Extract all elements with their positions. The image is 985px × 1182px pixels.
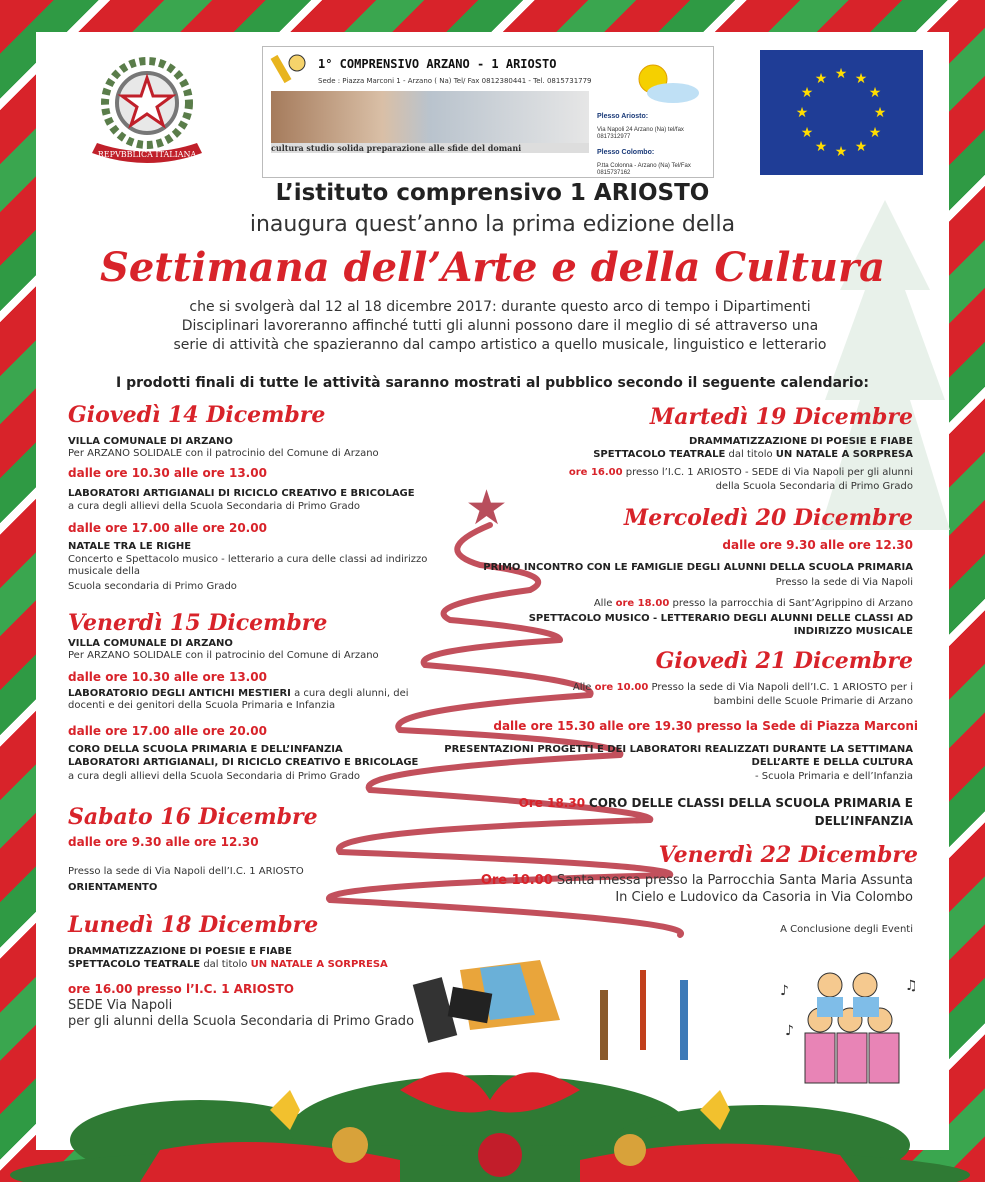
day-heading-15: Venerdì 15 Dicembre — [68, 610, 328, 636]
location: VILLA COMUNALE DI ARZANO — [68, 436, 233, 447]
intro-text: che si svolgerà dal 12 al 18 dicembre 2017: durante questo arco di tempo i Dipartimenti Disciplinari lavoreranno affinché tutti gli alunni possono dare il meglio di sé attraverso una serie di attività che spazieranno dal campo artistico a quello musicale, linguistico e letterario — [173, 299, 827, 353]
activity: DRAMMATIZZAZIONE DI POESIE E FIABE — [689, 436, 913, 447]
paint-brushes-icon — [413, 960, 688, 1060]
text: presso la parrocchia di Sant’Agrippino di Arzano — [672, 598, 913, 609]
plesso-colombo-text: P.tta Colonna - Arzano (Na) Tel/Fax 0815737162 — [597, 163, 691, 176]
svg-text:★: ★ — [795, 105, 809, 121]
subheadline: inaugura quest’anno la prima edizione della — [249, 212, 736, 237]
text: - Scuola Primaria e dell’Infanzia — [755, 771, 913, 782]
time: dalle ore 17.00 alle ore 20.00 — [68, 724, 267, 738]
svg-text:★: ★ — [800, 85, 814, 101]
time: ore 18.00 — [615, 598, 670, 609]
text: per gli alunni della Scuola Secondaria di Primo Grado — [68, 1014, 415, 1029]
activity: LABORATORIO DEGLI ANTICHI MESTIERI — [68, 688, 291, 699]
show-title: UN NATALE A SORPRESA — [250, 959, 388, 970]
text: A Conclusione degli Eventi — [780, 924, 913, 935]
time: ore 16.00 presso l’I.C. 1 ARIOSTO — [68, 982, 294, 996]
day-heading-14: Giovedì 14 Dicembre — [68, 402, 326, 428]
activity: SPETTACOLO TEATRALE — [593, 449, 726, 460]
text: Presso la sede di Via Napoli dell’I.C. 1 ARIOSTO per i — [651, 682, 913, 693]
event-title: Settimana dell’Arte e della Cultura — [99, 244, 886, 291]
students-photo — [271, 91, 589, 147]
activity-line — [68, 688, 443, 712]
svg-text:★: ★ — [814, 71, 828, 87]
activity: INDIRIZZO MUSICALE — [793, 626, 913, 637]
day-heading-16: Sabato 16 Dicembre — [68, 804, 318, 830]
time-line — [519, 797, 913, 809]
svg-text:★: ★ — [873, 105, 887, 121]
school-address: Sede : Piazza Marconi 1 - Arzano ( Na) Tel/ Fax 0812380441 - Tel. 0815731779 — [318, 77, 592, 85]
activity: DELL’ARTE E DELLA CULTURA — [751, 757, 913, 768]
text: Concerto e Spettacolo musico - letterario a cura delle classi ad indirizzo musicale della — [68, 554, 428, 577]
text: a cura degli allievi della Scuola Secondaria di Primo Grado — [68, 771, 361, 782]
text: Alle — [572, 682, 592, 693]
time-line — [569, 467, 913, 479]
text: Presso la sede di Via Napoli — [775, 577, 913, 588]
text: In Cielo e Ludovico da Casoria in Via Colombo — [615, 890, 913, 905]
time: dalle ore 9.30 alle ore 12.30 — [68, 835, 259, 849]
activity: PRESENTAZIONI PROGETTI E DEI LABORATORI REALIZZATI DURANTE LA SETTIMANA — [444, 744, 913, 755]
time: dalle ore 9.30 alle ore 12.30 — [722, 538, 913, 552]
day-heading-22: Venerdì 22 Dicembre — [658, 842, 918, 868]
plesso-colombo-title: Plesso Colombo: — [597, 149, 655, 156]
location: VILLA COMUNALE DI ARZANO — [68, 638, 233, 649]
day-heading-20: Mercoledì 20 Dicembre — [623, 505, 913, 531]
italian-emblem-icon — [72, 48, 222, 173]
day-heading-18: Lunedì 18 Dicembre — [68, 912, 319, 938]
text: dal titolo — [203, 959, 248, 970]
day-heading-21: Giovedì 21 Dicembre — [655, 648, 913, 674]
svg-text:★: ★ — [854, 139, 868, 155]
eu-flag-icon — [760, 50, 923, 175]
text: bambini delle Scuole Primarie di Arzano — [713, 696, 913, 707]
svg-text:♫: ♫ — [905, 978, 918, 994]
svg-text:♪: ♪ — [780, 983, 789, 999]
text: SEDE Via Napoli — [68, 998, 173, 1013]
activity: NATALE TRA LE RIGHE — [68, 541, 192, 552]
show-title: UN NATALE A SORPRESA — [775, 449, 913, 460]
text: presso l’I.C. 1 ARIOSTO - SEDE di Via Napoli per gli alunni — [625, 467, 913, 478]
emblem-text: REPVBBLICA ITALIANA — [97, 150, 197, 159]
time: dalle ore 15.30 alle ore 19.30 presso la Sede di Piazza Marconi — [493, 719, 918, 733]
time: ore 16.00 — [568, 467, 623, 478]
time-line — [481, 873, 913, 889]
activity: LABORATORI ARTIGIANALI DI RICICLO CREATIVO E BRICOLAGE — [68, 488, 415, 499]
plesso-ariosto-text: Via Napoli 24 Arzano (Na) tel/fax 0817312977 — [597, 127, 684, 140]
plesso-ariosto-title: Plesso Ariosto: — [597, 113, 649, 120]
time: Ore 18.30 — [518, 796, 586, 810]
svg-text:★: ★ — [868, 85, 882, 101]
intro-bold-text: I prodotti finali di tutte le attività saranno mostrati al pubblico secondo il seguente calendario: — [116, 375, 869, 391]
text: Per ARZANO SOLIDALE con il patrocinio del Comune di Arzano — [68, 448, 379, 459]
time: Ore 10.00 — [480, 873, 553, 888]
activity: DRAMMATIZZAZIONE DI POESIE E FIABE — [68, 946, 292, 957]
school-title: 1° COMPRENSIVO ARZANO - 1 ARIOSTO — [318, 57, 557, 71]
activity: DELL’INFANZIA — [814, 814, 913, 828]
time-line — [573, 682, 913, 694]
day-heading-19: Martedì 19 Dicembre — [649, 404, 913, 430]
text: Scuola secondaria di Primo Grado — [68, 581, 237, 592]
svg-text:★: ★ — [814, 139, 828, 155]
star-icon: ★ — [465, 480, 509, 536]
time: dalle ore 17.00 alle ore 20.00 — [68, 521, 267, 535]
activity: SPETTACOLO TEATRALE — [68, 959, 201, 970]
activity: CORO DELLE CLASSI DELLA SCUOLA PRIMARIA E — [588, 796, 913, 810]
text: a cura degli allievi della Scuola Secondaria di Primo Grado — [68, 501, 361, 512]
school-motto: cultura studio solida preparazione alle sfide del domani — [271, 143, 589, 153]
pencil-mascot-icon — [269, 51, 309, 87]
activity: SPETTACOLO MUSICO - LETTERARIO DEGLI ALUNNI DELLE CLASSI AD — [528, 613, 913, 624]
time: dalle ore 10.30 alle ore 13.00 — [68, 670, 267, 684]
school-header-box — [262, 46, 714, 178]
svg-text:★: ★ — [834, 66, 848, 82]
activity: ORIENTAMENTO — [68, 882, 158, 893]
svg-text:★: ★ — [834, 144, 848, 160]
headline: L’istituto comprensivo 1 ARIOSTO — [275, 180, 710, 206]
activity: PRIMO INCONTRO CON LE FAMIGLIE DEGLI ALUNNI DELLA SCUOLA PRIMARIA — [483, 562, 913, 573]
activity-line — [593, 449, 913, 461]
text: della Scuola Secondaria di Primo Grado — [715, 481, 913, 492]
time-line — [594, 598, 913, 610]
time: ore 10.00 — [594, 682, 649, 693]
svg-text:★: ★ — [800, 125, 814, 141]
choir-children-icon — [775, 965, 925, 1100]
activity: CORO DELLA SCUOLA PRIMARIA E DELL’INFANZIA — [68, 744, 343, 755]
svg-text:★: ★ — [854, 71, 868, 87]
text: dal titolo — [728, 449, 773, 460]
text: Alle — [593, 598, 613, 609]
sun-cloud-icon — [623, 61, 703, 105]
svg-text:★: ★ — [868, 125, 882, 141]
svg-text:♪: ♪ — [785, 1023, 794, 1039]
text: Santa messa presso la Parrocchia Santa Maria Assunta — [556, 873, 913, 888]
text: Presso la sede di Via Napoli dell’I.C. 1 ARIOSTO — [68, 866, 304, 877]
activity: LABORATORI ARTIGIANALI, DI RICICLO CREATIVO E BRICOLAGE — [68, 757, 419, 768]
text: Per ARZANO SOLIDALE con il patrocinio del Comune di Arzano — [68, 650, 379, 661]
time: dalle ore 10.30 alle ore 13.00 — [68, 466, 267, 480]
text: a cura degli alunni, dei docenti e dei genitori della Scuola Primaria e Infanzia — [68, 688, 409, 711]
